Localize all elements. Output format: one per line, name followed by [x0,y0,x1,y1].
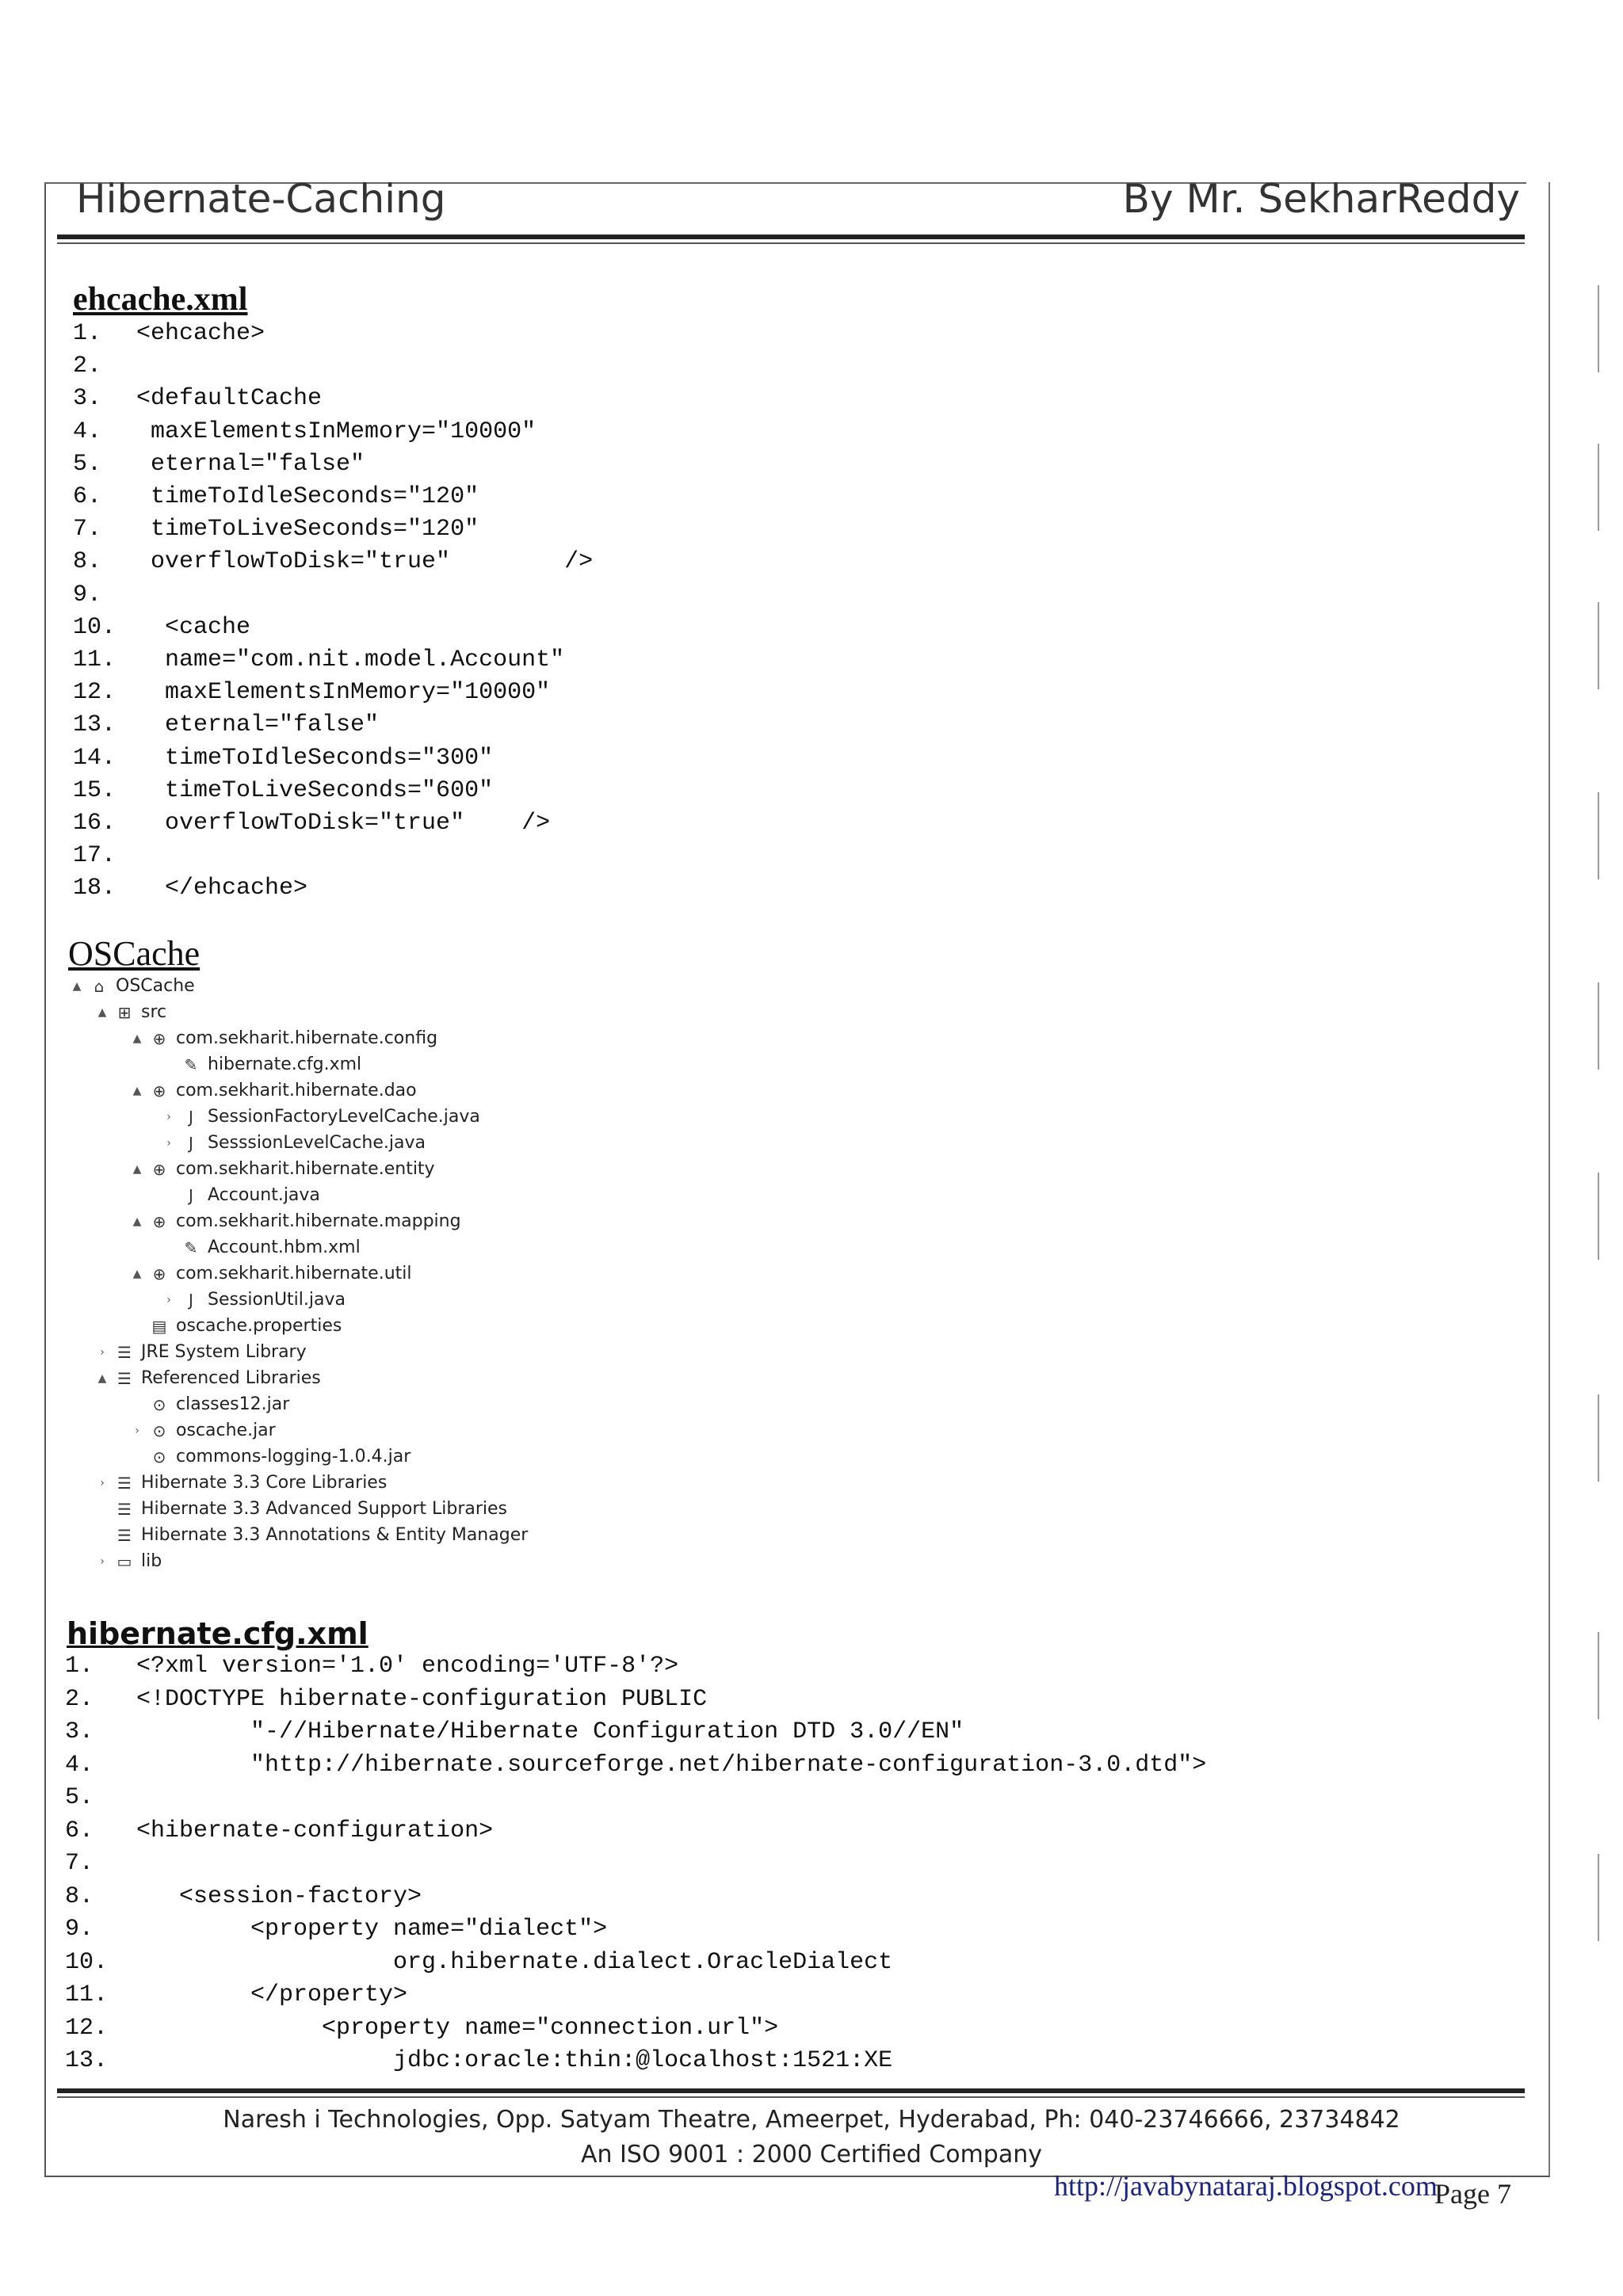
tree-node[interactable] [132,1028,437,1048]
code-line [73,548,593,575]
tree-node[interactable] [97,1499,507,1519]
tree-node-label: Hibernate 3.3 Annotations & Entity Manager [141,1525,529,1545]
tree-node[interactable] [163,1107,480,1127]
code-line [65,2047,892,2074]
footer-certification: An ISO 9001 : 2000 Certified Company [580,2141,1042,2168]
code-text: timeToLiveSeconds="120" [136,516,479,543]
line-number: 17. [73,842,116,870]
folder-icon: ▭ [116,1551,132,1571]
line-number: 2. [73,353,102,380]
code-line [73,777,493,804]
code-text: <!DOCTYPE hibernate-configuration PUBLIC [136,1685,708,1713]
line-number: 11. [73,646,116,673]
binder-tab-mark [1574,792,1599,879]
code-text: </ehcache> [136,875,308,902]
library-icon: ☰ [117,1473,132,1493]
tree-node-label: hibernate.cfg.xml [208,1055,362,1074]
header-title: Hibernate-Caching [76,176,446,222]
source-folder-icon: ⊞ [117,1002,132,1022]
code-line [73,745,493,772]
line-number: 13. [65,2047,109,2074]
line-number: 16. [73,810,116,837]
jar-icon: ⊙ [152,1394,166,1414]
tree-node[interactable] [132,1316,342,1336]
binder-tab-mark [1574,1854,1599,1941]
line-number: 10. [65,1948,109,1976]
tree-node-label: com.sekharit.hibernate.mapping [176,1211,461,1231]
line-number: 6. [65,1817,94,1844]
binder-tab-mark [1574,602,1599,689]
expand-toggle-icon[interactable]: › [135,1424,139,1437]
tree-node[interactable] [132,1081,417,1100]
code-text: eternal="false" [136,450,365,478]
line-number: 7. [65,1850,94,1877]
tree-node[interactable] [97,1002,166,1022]
expand-toggle-icon[interactable]: › [166,1110,171,1123]
code-text: eternal="false" [136,711,380,739]
line-number: 3. [73,385,102,413]
line-number: 11. [65,1981,109,2008]
tree-node[interactable] [163,1133,426,1153]
tree-node[interactable] [132,1211,461,1231]
xml-file-icon: ✎ [184,1238,198,1257]
page-number: Page 7 [1434,2178,1511,2210]
code-text: timeToIdleSeconds="120" [136,483,479,510]
code-line [73,483,479,510]
code-line [73,875,307,902]
tree-node-label: Referenced Libraries [141,1368,321,1388]
expand-toggle-icon[interactable]: › [100,1554,105,1568]
code-text: overflowToDisk="true" /> [136,810,551,837]
code-line [65,1686,707,1713]
expand-toggle-icon[interactable]: ▲ [132,1215,142,1228]
code-line [65,1718,964,1745]
line-number: 12. [65,2014,109,2042]
code-line [65,1752,1206,1779]
expand-toggle-icon[interactable]: ▲ [132,1162,142,1176]
code-text: maxElementsInMemory="10000" [136,418,537,445]
package-icon: ⊕ [152,1028,166,1048]
tree-node-label: commons-logging-1.0.4.jar [176,1447,411,1466]
code-line [73,320,265,347]
code-line [73,385,322,412]
expand-toggle-icon[interactable]: ▲ [97,1005,107,1019]
code-text: name="com.nit.model.Account" [136,646,565,673]
code-line [65,1817,493,1844]
ehcache-heading: ehcache.xml [73,281,248,318]
tree-node-label: com.sekharit.hibernate.config [176,1028,438,1048]
expand-toggle-icon[interactable]: › [100,1345,105,1359]
tree-node-label: JRE System Library [141,1342,307,1362]
code-text: <cache [136,613,251,641]
tree-node-label: Account.java [208,1185,320,1205]
code-line [73,516,479,543]
tree-node[interactable] [163,1238,361,1257]
tree-node[interactable] [163,1055,361,1074]
binder-tab-mark [1574,1394,1599,1482]
code-line [65,2015,778,2042]
tree-node[interactable] [132,1421,276,1440]
tree-node-label: classes12.jar [176,1394,290,1414]
tree-node-label: com.sekharit.hibernate.util [176,1264,412,1283]
page-border [44,182,1550,2177]
code-text: timeToLiveSeconds="600" [136,776,494,804]
code-line [65,1981,407,2008]
tree-node[interactable] [132,1394,289,1414]
line-number: 4. [73,418,102,445]
header-author: By Mr. SekharReddy [1122,176,1520,222]
code-line [65,1916,607,1943]
tree-node[interactable] [132,1447,411,1466]
java-file-icon: J [189,1185,193,1205]
properties-file-icon: ▤ [151,1316,167,1336]
code-line [65,1850,136,1877]
line-number: 14. [73,744,116,772]
tree-node[interactable] [97,1525,528,1545]
jar-icon: ⊙ [152,1421,166,1440]
code-text: org.hibernate.dialect.OracleDialect [136,1948,893,1976]
line-number: 6. [73,483,102,510]
package-icon: ⊕ [152,1081,166,1100]
tree-node[interactable] [163,1185,320,1205]
code-text: <?xml version='1.0' encoding='UTF-8'?> [136,1653,679,1680]
code-line [65,1949,892,1976]
line-number: 12. [73,679,116,707]
project-icon: ⌂ [94,976,105,996]
line-number: 18. [73,875,116,902]
tree-node[interactable] [163,1290,346,1310]
line-number: 7. [73,516,102,543]
tree-node[interactable] [97,1342,307,1362]
package-icon: ⊕ [152,1264,166,1283]
line-number: 15. [73,776,116,804]
code-line [73,646,564,673]
footer-url[interactable]: http://javabynataraj.blogspot.com [1054,2170,1438,2202]
library-icon: ☰ [117,1342,132,1362]
tree-node[interactable] [97,1368,321,1388]
footer-rule-thin [57,2096,1525,2098]
tree-node[interactable] [97,1551,162,1571]
tree-node-label: SesssionLevelCache.java [208,1133,426,1153]
code-text: <session-factory> [136,1882,422,1910]
oscache-heading: OSCache [68,934,200,973]
line-number: 9. [73,581,102,608]
tree-node-label: Hibernate 3.3 Advanced Support Libraries [141,1499,508,1519]
expand-toggle-icon[interactable]: › [166,1136,171,1150]
tree-node-label: Account.hbm.xml [208,1238,361,1257]
expand-toggle-icon[interactable]: ▲ [132,1032,142,1045]
code-line [73,451,365,478]
line-number: 3. [65,1718,94,1745]
tree-node[interactable] [132,1159,435,1179]
java-file-icon: J [189,1107,193,1127]
tree-node-label: oscache.jar [176,1421,276,1440]
expand-toggle-icon[interactable]: › [166,1293,171,1306]
code-line [73,418,536,445]
library-icon: ☰ [117,1499,132,1519]
binder-tab-mark [1574,444,1599,531]
code-line [73,353,136,379]
code-line [73,810,550,837]
line-number: 13. [73,711,116,739]
tree-node-label: lib [141,1551,162,1571]
line-number: 8. [73,548,102,576]
code-text: <property name="dialect"> [136,1916,608,1943]
binder-tab-mark [1574,1173,1599,1260]
code-line [73,679,550,706]
binder-tab-mark [1574,285,1599,372]
package-icon: ⊕ [152,1159,166,1179]
code-text: jdbc:oracle:thin:@localhost:1521:XE [136,2047,893,2074]
expand-toggle-icon[interactable]: ▲ [72,979,82,993]
tree-node-label: oscache.properties [176,1316,342,1336]
tree-node[interactable] [132,1264,412,1283]
footer-address: Naresh i Technologies, Opp. Satyam Theatre, Ameerpet, Hyderabad, Ph: 040-23746666, 23734842 [223,2106,1400,2134]
library-icon: ☰ [117,1525,132,1545]
code-text: "-//Hibernate/Hibernate Configuration DTD 3.0//EN" [136,1718,964,1745]
line-number: 4. [65,1751,94,1779]
java-file-icon: J [189,1133,193,1153]
xml-file-icon: ✎ [184,1055,198,1074]
code-text: <defaultCache [136,385,323,413]
tree-node-label: com.sekharit.hibernate.entity [176,1159,435,1179]
line-number: 1. [65,1653,94,1680]
code-text: </property> [136,1981,408,2008]
code-line [65,1883,422,1910]
binder-tab-mark [1574,982,1599,1070]
tree-node[interactable] [97,1473,387,1493]
expand-toggle-icon[interactable]: › [100,1476,105,1489]
code-text: overflowToDisk="true" /> [136,548,594,576]
tree-node-label: Hibernate 3.3 Core Libraries [141,1473,388,1493]
line-number: 5. [65,1784,94,1811]
cfg-heading: hibernate.cfg.xml [67,1616,369,1651]
binder-tab-mark [1574,1632,1599,1719]
code-line [65,1784,136,1811]
code-line [73,582,136,608]
expand-toggle-icon[interactable]: ▲ [132,1267,142,1280]
code-text: "http://hibernate.sourceforge.net/hibernate-configuration-3.0.dtd"> [136,1751,1207,1779]
line-number: 1. [73,320,102,347]
header-rule [57,235,1525,239]
expand-toggle-icon[interactable]: ▲ [132,1084,142,1097]
code-text: <hibernate-configuration> [136,1817,494,1844]
code-line [65,1653,678,1680]
code-line [73,614,250,641]
line-number: 8. [65,1882,94,1910]
package-icon: ⊕ [152,1211,166,1231]
java-file-icon: J [189,1290,193,1310]
tree-node-label: src [141,1002,167,1022]
footer-rule [57,2088,1525,2093]
tree-node[interactable] [71,976,195,996]
expand-toggle-icon[interactable]: ▲ [97,1371,107,1385]
tree-node-label: SessionUtil.java [208,1290,346,1310]
code-text: timeToIdleSeconds="300" [136,744,494,772]
library-icon: ☰ [117,1368,132,1388]
code-text: maxElementsInMemory="10000" [136,679,551,707]
line-number: 9. [65,1916,94,1943]
tree-node-label: OSCache [116,976,195,996]
line-number: 2. [65,1685,94,1713]
code-text: <property name="connection.url"> [136,2014,779,2042]
tree-node-label: com.sekharit.hibernate.dao [176,1081,417,1100]
header-rule-thin [57,242,1525,244]
jar-icon: ⊙ [152,1447,166,1466]
line-number: 5. [73,450,102,478]
line-number: 10. [73,613,116,641]
code-line [73,842,136,869]
tree-node-label: SessionFactoryLevelCache.java [208,1107,480,1127]
code-text: <ehcache> [136,320,265,347]
code-line [73,711,379,738]
